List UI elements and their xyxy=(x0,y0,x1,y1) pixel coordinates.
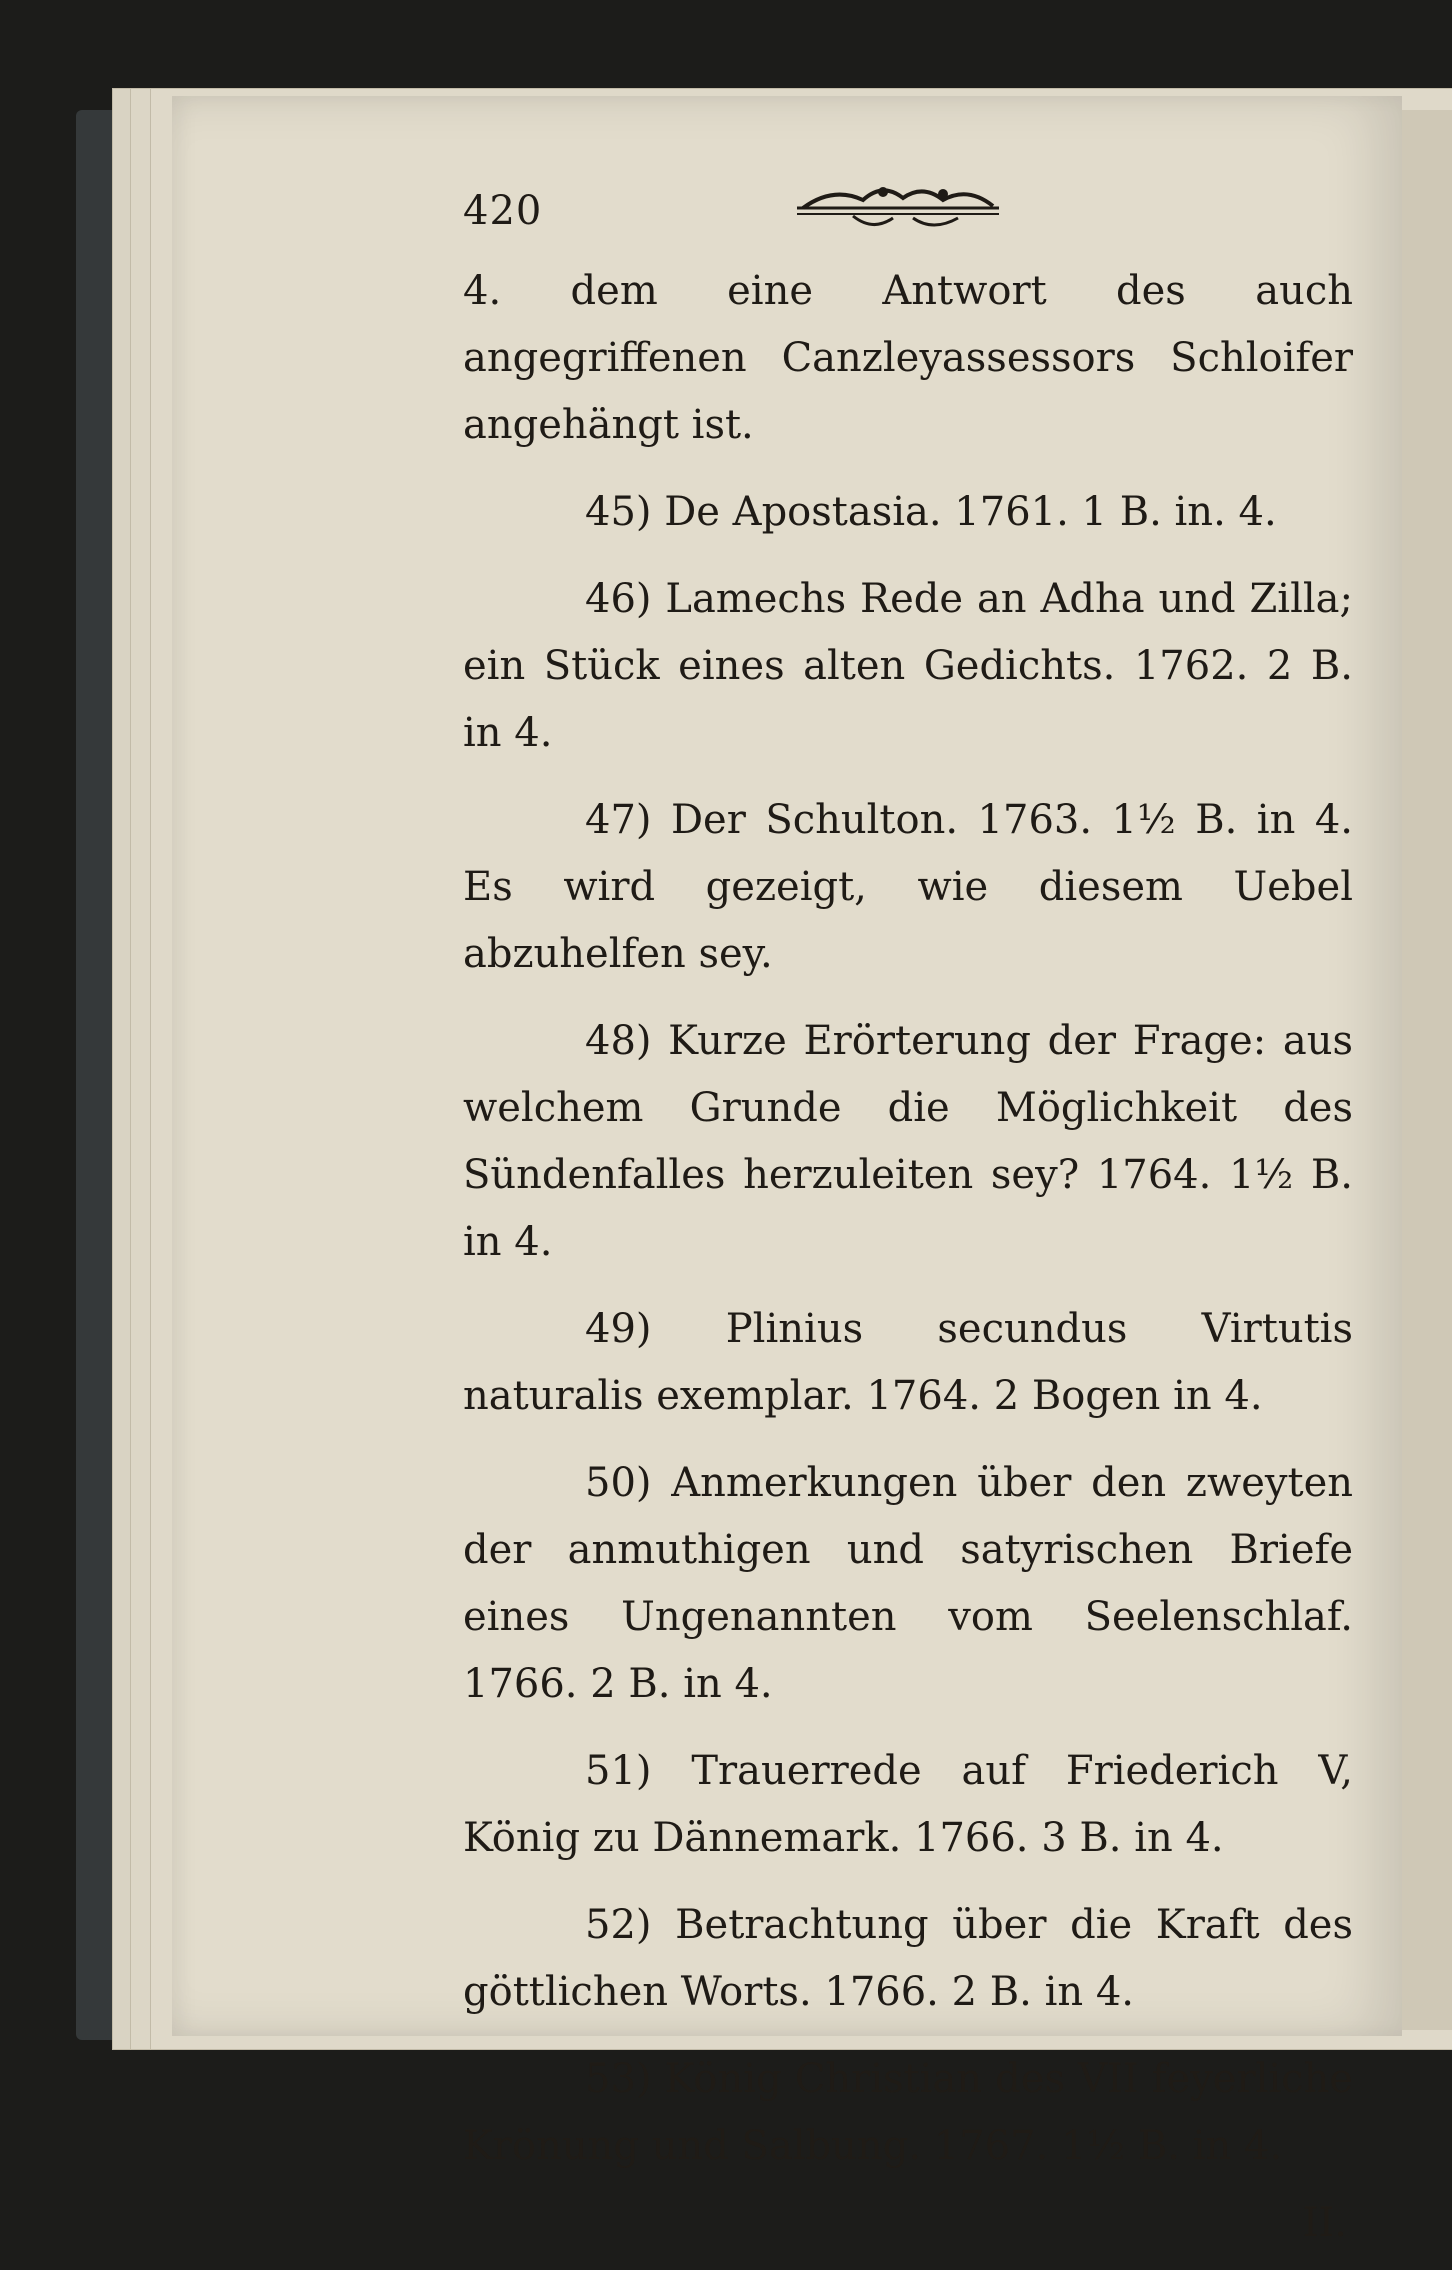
entry-text: 46) Lamechs Rede an Adha und Zilla; ein Stück eines alten Gedichts. 1762. 2 B. in 4. xyxy=(463,576,1353,756)
entry-text: 45) De Apostasia. 1761. 1 B. in. 4. xyxy=(585,489,1277,535)
facing-page-edge xyxy=(1402,110,1452,2030)
catchword: II. xyxy=(1302,2200,1347,2246)
entry-text: 4. dem eine Antwort des auch angegriffenen Canzleyassessors Schloifer angehängt ist. xyxy=(463,268,1353,448)
entry-text: 50) Anmerkungen über den zweyten der anmuthigen und satyrischen Briefe eines Ungenannten vom Seelenschlaf. 1766. 2 B. in 4. xyxy=(463,1460,1353,1707)
printer-ornament-icon xyxy=(793,178,1003,234)
entry-text: 51) Trauerrede auf Friederich V, König zu Dännemark. 1766. 3 B. in 4. xyxy=(463,1748,1353,1861)
page-number: 420 xyxy=(463,188,543,234)
page-content xyxy=(463,178,1353,2270)
entry-text: 52) Betrachtung über die Kraft des göttlichen Worts. 1766. 2 B. in 4. xyxy=(463,1902,1353,2015)
entry-text: 53) König Christian des VII feyerliche Krönung und Salbung. 1767. 1½ B. in 4. xyxy=(463,2056,1353,2169)
entry-text: 47) Der Schulton. 1763. 1½ B. in 4. Es wird gezeigt, wie diesem Uebel abzuhelfen sey. xyxy=(463,797,1353,977)
page-header xyxy=(463,178,1353,258)
page-footer xyxy=(463,2200,1353,2270)
entry-text: 48) Kurze Erörterung der Frage: aus welchem Grunde die Möglichkeit des Sündenfalles herzuleiten sey? 1764. 1½ B. in 4. xyxy=(463,1018,1353,1265)
entry-text: 49) Plinius secundus Virtutis naturalis exemplar. 1764. 2 Bogen in 4. xyxy=(463,1306,1353,1419)
